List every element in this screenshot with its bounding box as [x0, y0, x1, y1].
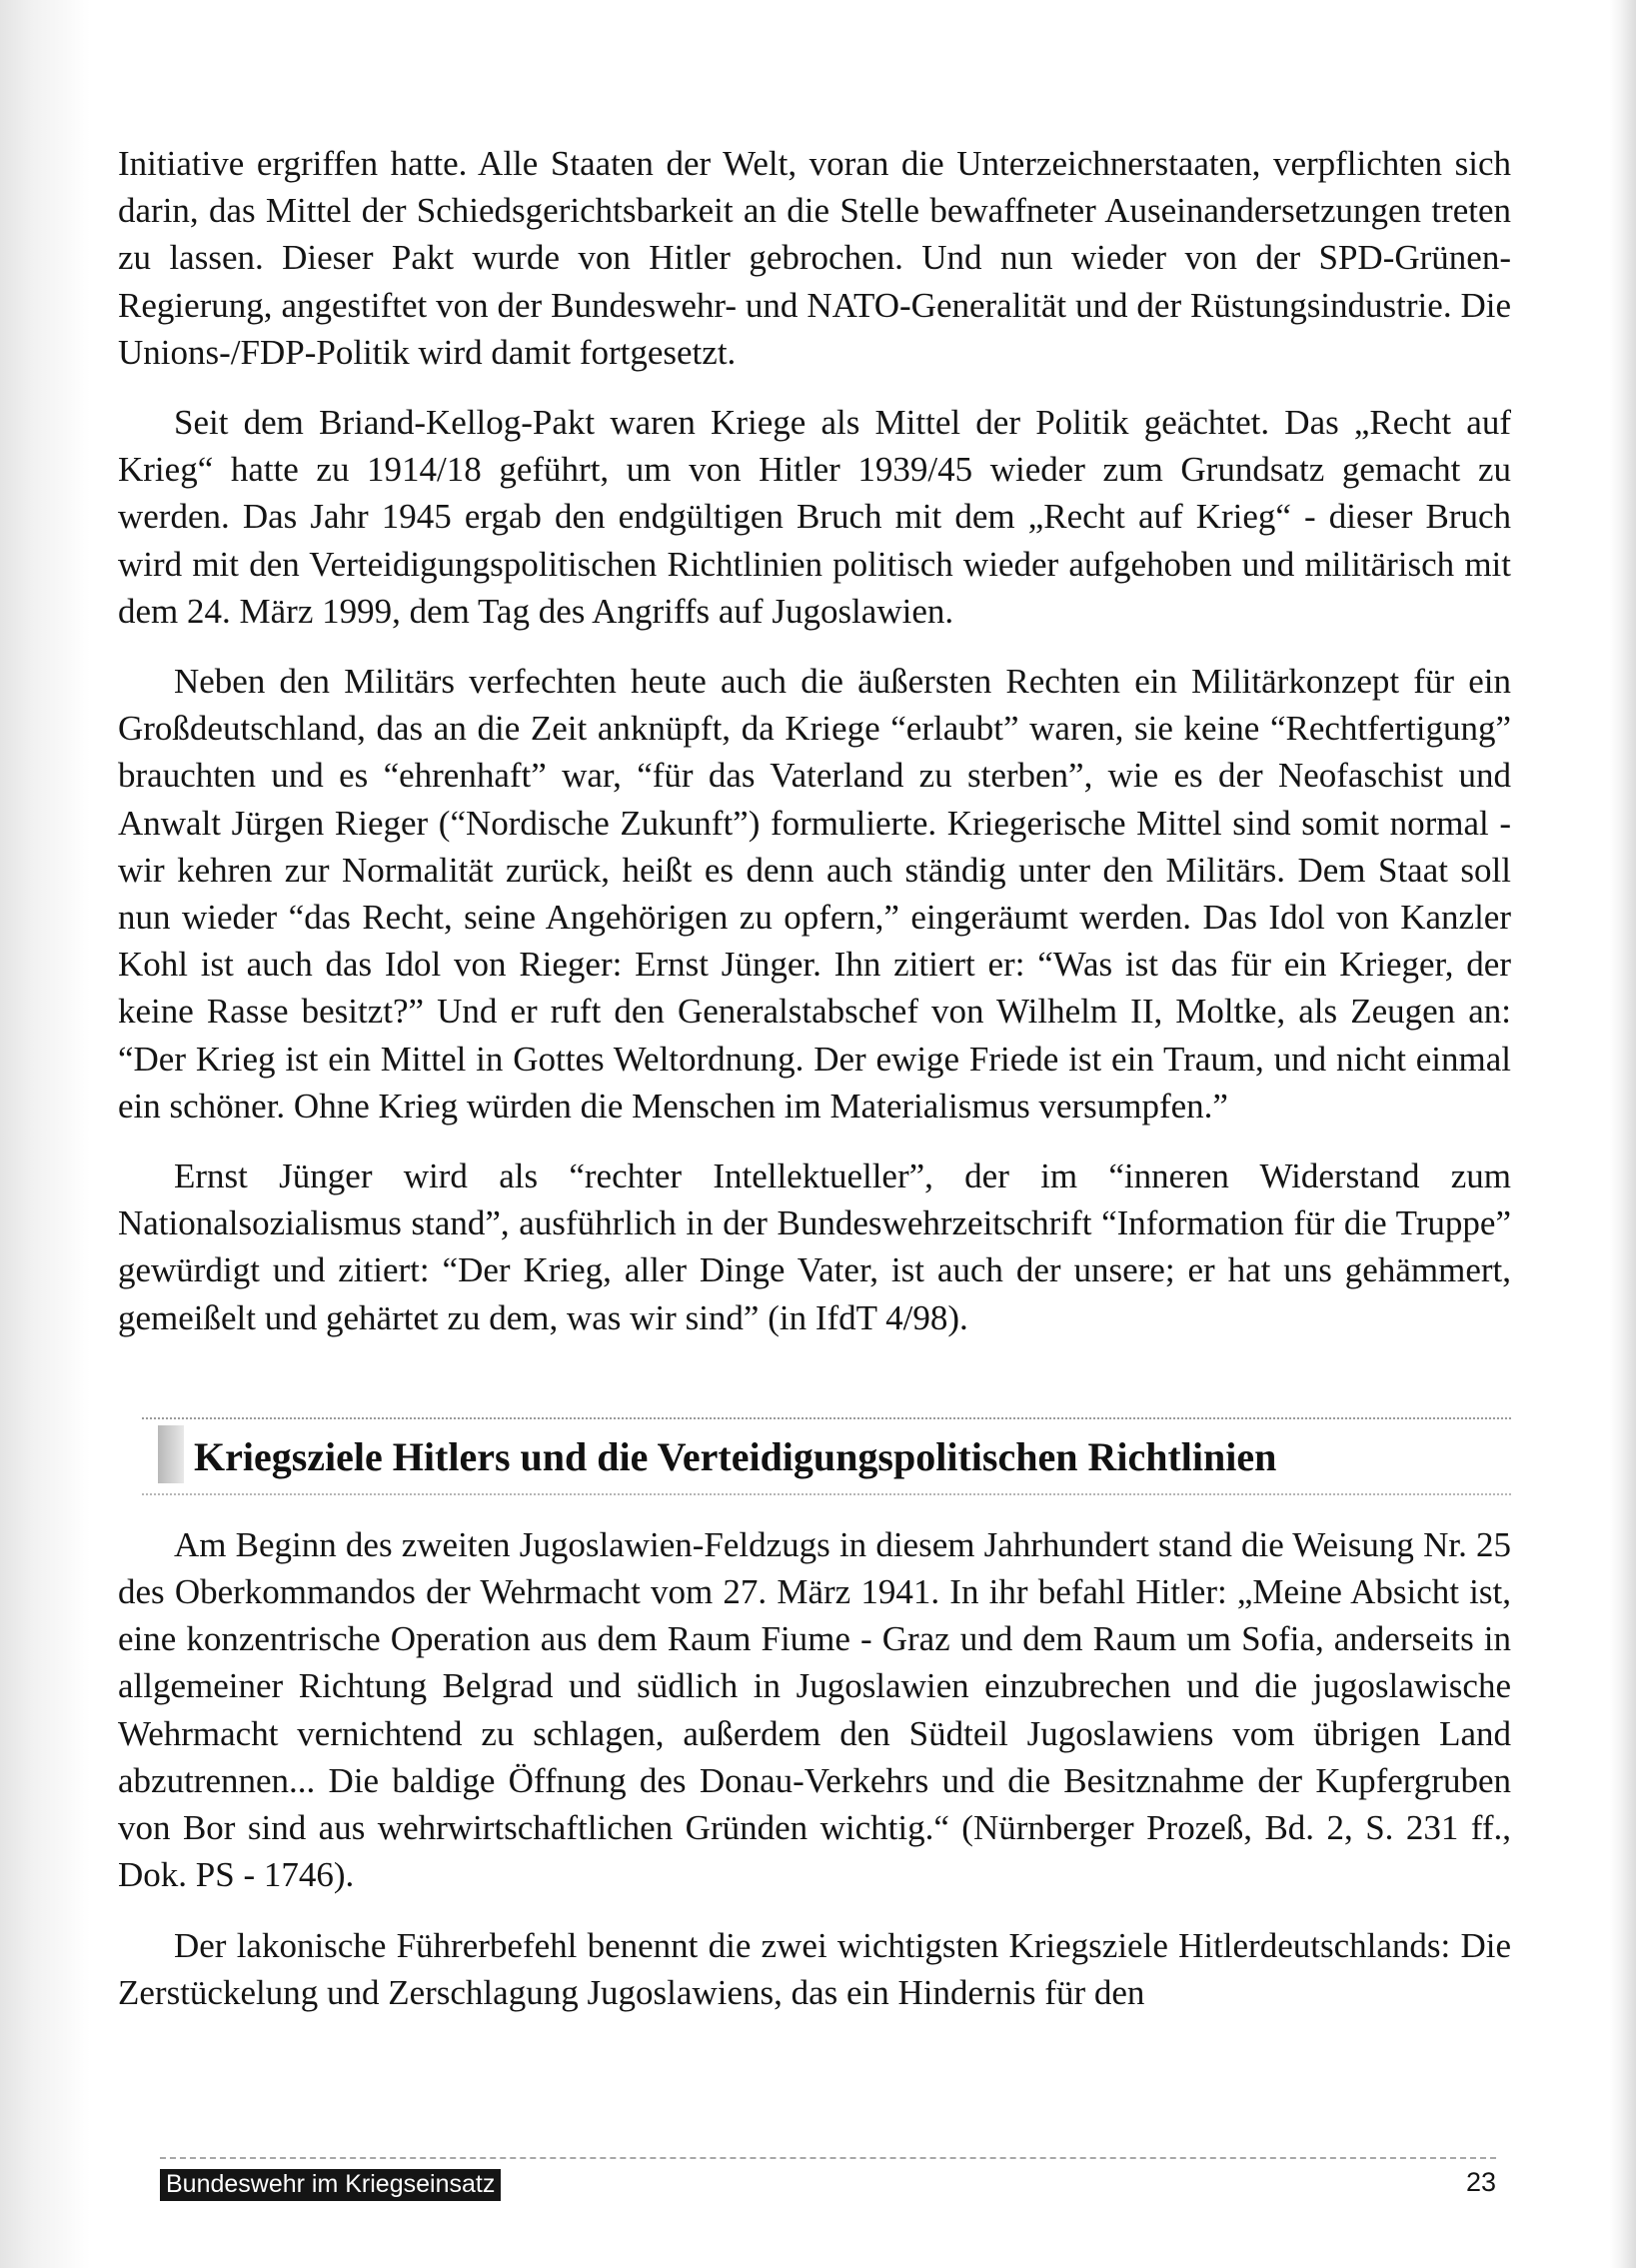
page-number: 23 [1465, 2167, 1496, 2197]
footer-rule [160, 2157, 1496, 2159]
paragraph-weisung-25: Am Beginn des zweiten Jugoslawien-Feldzugs in diesem Jahrhundert stand die Weisung Nr. 25 des Oberkommandos der Wehrmacht vom 27. März 1941. In ihr befahl Hitler: „Meine Absicht ist, eine konzentrische Operation aus dem Raum Fiume - Graz und dem Raum um Sofia, anderseits in allgemeiner Richtung Belgrad und südlich in Jugoslawien einzubrechen und die jugoslawische Wehrmacht vernichtend zu schlagen, außerdem den Südteil Jugoslawiens vom übrigen Land abzutrennen... Die baldige Öffnung des Donau-Verkehrs und die Besitznahme der Kupfergruben von Bor sind aus wehrwirtschaftlichen Gründen wichtig.“ (Nürnberger Prozeß, Bd. 2, S. 231 ff., Dok. PS - 1746). [118, 1524, 1511, 1895]
paragraph-fuehrerbefehl: Der lakonische Führerbefehl benennt die zwei wichtigsten Kriegsziele Hitlerdeutschlands: Die Zerstückelung und Zerschlagung Jugoslawiens, das ein Hindernis für den [118, 1925, 1511, 2012]
section-heading-block [118, 1423, 1511, 1491]
page-footer [160, 2157, 1496, 2197]
page-body [118, 140, 1511, 2016]
paragraph-briand-kellog: Seit dem Briand-Kellog-Pakt waren Kriege als Mittel der Politik geächtet. Das „Recht auf Krieg“ hatte zu 1914/18 geführt, um von Hitler 1939/45 wieder zum Grundsatz gemacht zu werden. Das Jahr 1945 ergab den endgültigen Bruch mit dem „Recht auf Krieg“ - dieser Bruch wird mit den Verteidigungspolitischen Richtlinien politisch wieder aufgehoben und militärisch mit dem 24. März 1999, dem Tag des Angriffs auf Jugoslawien. [118, 403, 1511, 631]
paragraph-militaerkonzept: Neben den Militärs verfechten heute auch die äußersten Rechten ein Militärkonzept für ein Großdeutschland, das an die Zeit anknüpft, da Kriege “erlaubt” waren, sie keine “Rechtfertigung” brauchten und es “ehrenhaft” war, “für das Vaterland zu sterben”, wie es der Neofaschist und Anwalt Jürgen Rieger (“Nordische Zukunft”) formulierte. Kriegerische Mittel sind somit normal - wir kehren zur Normalität zurück, heißt es denn auch ständig unter den Militärs. Dem Staat soll nun wieder “das Recht, seine Angehörigen zu opfern,” eingeräumt werden. Das Idol von Kanzler Kohl ist auch das Idol von Rieger: Ernst Jünger. Ihn zitiert er: “Was ist das für ein Krieger, der keine Rasse besitzt?” Und er ruft den Generalstabschef von Wilhelm II, Moltke, als Zeugen an: “Der Krieg ist ein Mittel in Gottes Weltordnung. Der ewige Friede ist ein Traum, und nicht einmal ein schöner. Ohne Krieg würden die Menschen im Materialismus versumpfen.” [118, 662, 1511, 1126]
scan-shadow-right [1610, 0, 1636, 2268]
section-heading: Kriegsziele Hitlers und die Verteidigungspolitischen Richtlinien [194, 1433, 1277, 1479]
paragraph-continuation: Initiative ergriffen hatte. Alle Staaten der Welt, voran die Unterzeichnerstaaten, verpflichten sich darin, das Mittel der Schiedsgerichtsbarkeit an die Stelle bewaffneter Auseinandersetzungen treten zu lassen. Dieser Pakt wurde von Hitler gebrochen. Und nun wieder von der SPD-Grünen-Regierung, angestiftet von der Bundeswehr- und NATO-Generalität und der Rüstungsindustrie. Die Unions-/FDP-Politik wird damit fortgesetzt. [118, 144, 1511, 372]
running-title: Bundeswehr im Kriegseinsatz [160, 2169, 501, 2201]
paragraph-ernst-juenger: Ernst Jünger wird als “rechter Intellektueller”, der im “inneren Widerstand zum Nationalsozialismus stand”, ausführlich in der Bundeswehrzeitschrift “Information für die Truppe” gewürdigt und zitiert: “Der Krieg, aller Dinge Vater, ist auch der unsere; er hat uns gehämmert, gemeißelt und gehärtet zu dem, was wir sind” (in IfdT 4/98). [118, 1156, 1511, 1337]
scan-shadow-left [0, 0, 90, 2268]
heading-shade-mark [158, 1425, 184, 1483]
